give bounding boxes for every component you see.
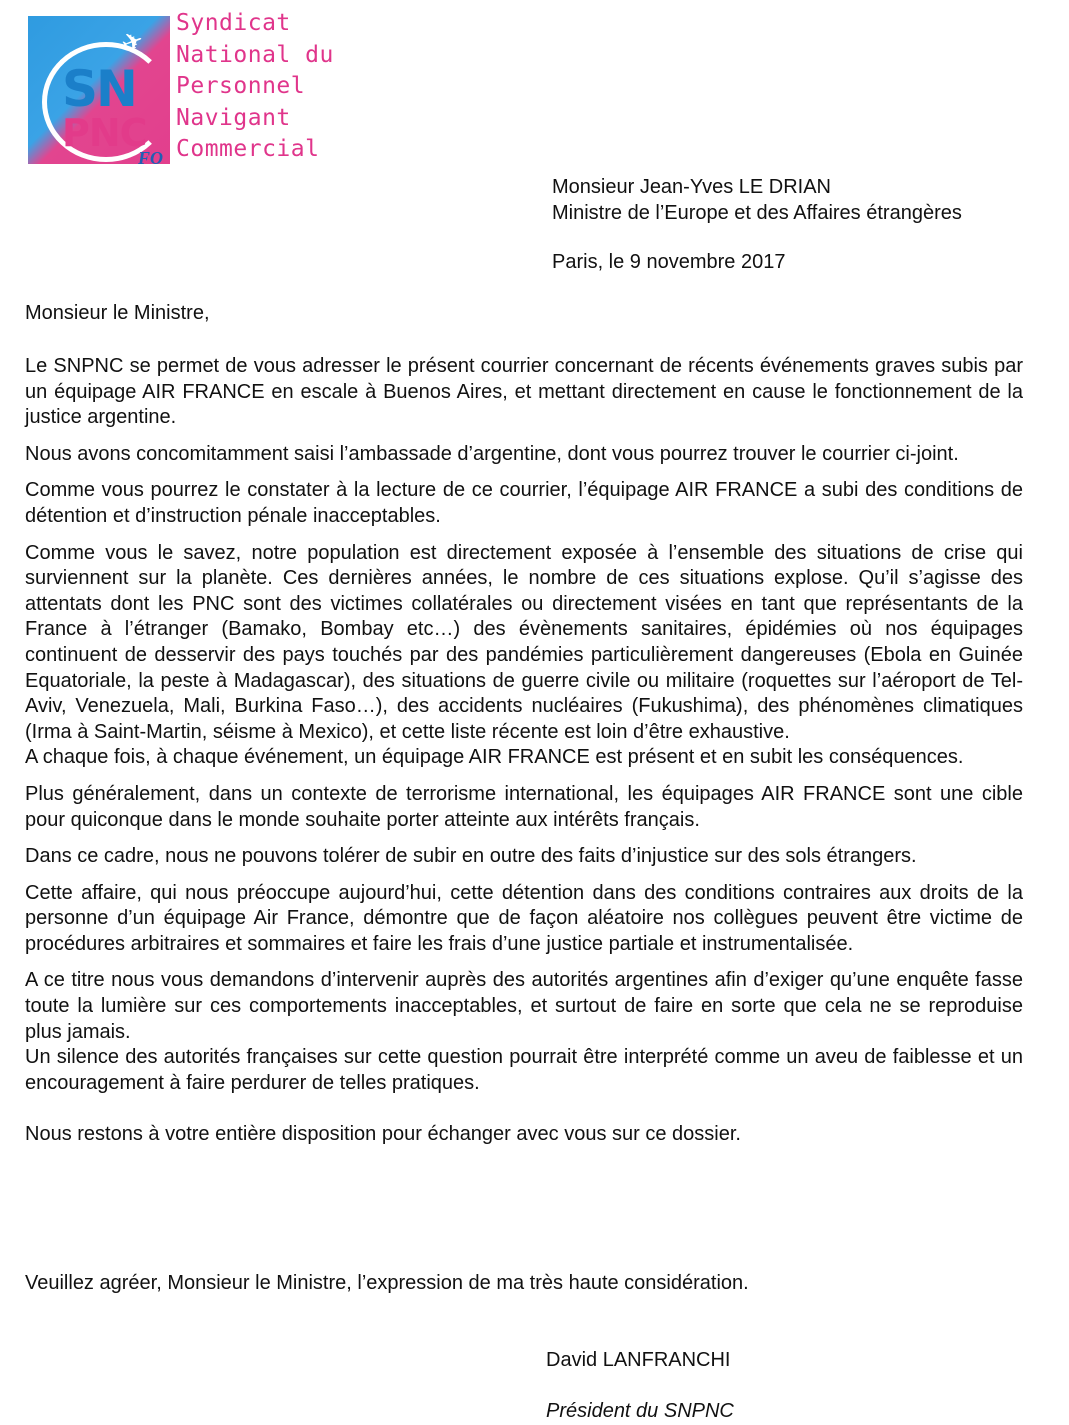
logo-acronym-top: SN <box>62 60 136 118</box>
recipient-name: Monsieur Jean-Yves LE DRIAN <box>552 176 832 198</box>
logo-name-line: Commercial <box>176 136 320 162</box>
body-paragraph: A ce titre nous vous demandons d’intervenir auprès des autorités argentines afin d’exiger qu’une enquête fasse toute la lumière sur ces comportements inacceptables, et surtout de faire en sorte que cela ne se reproduise plus jamais. <box>25 969 1023 1043</box>
body-paragraph: Nous avons concomitamment saisi l’ambassade d’argentine, dont vous pourrez trouver le courrier ci-joint. <box>25 442 959 465</box>
salutation: Monsieur le Ministre, <box>25 302 210 324</box>
body-paragraph: Le SNPNC se permet de vous adresser le présent courrier concernant de récents événements graves subis par un équipage AIR FRANCE en escale à Buenos Aires, et mettant directement en cause le fonctionnement de la justice argentine. <box>25 355 1023 429</box>
recipient-block <box>552 174 962 226</box>
plane-icon: ✈ <box>117 25 149 61</box>
snpnc-logo <box>28 8 334 168</box>
logo-name-line: Personnel <box>176 73 306 99</box>
signature-role: Président du SNPNC <box>546 1400 734 1422</box>
body-paragraph: Comme vous le savez, notre population est directement exposée à l’ensemble des situations de crise qui surviennent sur la planète. Ces dernières années, le nombre de ces situations explose. Qu’il s’agisse des attentats dont les PNC sont des victimes collatérales ou directement visées en tant que représentants de la France à l’étranger (Bamako, Bombay etc…) des évènements sanitaires, épidémies où nos équipages continuent de desservir des pays touchés par des pandémies particulièrement dangereuses (Ebola en Guinée Equatoriale, la peste à Madagascar), des situations de guerre civile ou militaire (roquettes sur l’aéroport de Tel-Aviv, Venezuela, Mali, Burkina Faso…), des accidents nucléaires (Fukushima), des phénomènes climatiques (Irma à Saint-Martin, séisme à Mexico), et cette liste récente est loin d’être exhaustive. <box>25 541 1023 743</box>
body-paragraph: A chaque fois, à chaque événement, un équipage AIR FRANCE est présent et en subit les conséquences. <box>25 746 964 769</box>
logo-name-line: Syndicat <box>176 10 291 36</box>
body-paragraph: Comme vous pourrez le constater à la lecture de ce courrier, l’équipage AIR FRANCE a subi des conditions de détention et d’instruction pénale inacceptables. <box>25 479 1023 527</box>
body-paragraph: Cette affaire, qui nous préoccupe aujourd’hui, cette détention dans des conditions contraires aux droits de la personne d’un équipage Air France, démontre que de façon aléatoire nos collègues peuvent être victime de procédures arbitraires et sommaires et faire les frais d’une justice partiale et instrumentalisée. <box>25 881 1023 955</box>
closing-formula: Veuillez agréer, Monsieur le Ministre, l’expression de ma très haute considération. <box>25 1272 749 1294</box>
logo-organization-name <box>176 8 334 166</box>
signature-name: David LANFRANCHI <box>546 1349 731 1371</box>
body-paragraph: Un silence des autorités françaises sur cette question pourrait être interprété comme un aveu de faiblesse et un encouragement à faire perdurer de telles pratiques. <box>25 1046 1023 1094</box>
body-paragraph: Dans ce cadre, nous ne pouvons tolérer de subir en outre des faits d’injustice sur des sols étrangers. <box>25 845 917 868</box>
logo-name-line: Navigant <box>176 104 291 131</box>
logo-acronym-bottom: PNC <box>62 111 147 155</box>
body-paragraph: Plus généralement, dans un contexte de terrorisme international, les équipages AIR FRANCE sont une cible pour quiconque dans le monde souhaite porter atteinte aux intérêts français. <box>25 782 1023 831</box>
letter-body <box>25 354 1023 1159</box>
letter-date: Paris, le 9 novembre 2017 <box>552 251 786 273</box>
logo-badge: FO <box>138 148 164 168</box>
logo-emblem <box>28 16 170 168</box>
logo-name-line: National du <box>176 41 334 68</box>
body-paragraph: Nous restons à votre entière disposition pour échanger avec vous sur ce dossier. <box>25 1123 741 1146</box>
recipient-title: Ministre de l’Europe et des Affaires étrangères <box>552 202 962 224</box>
